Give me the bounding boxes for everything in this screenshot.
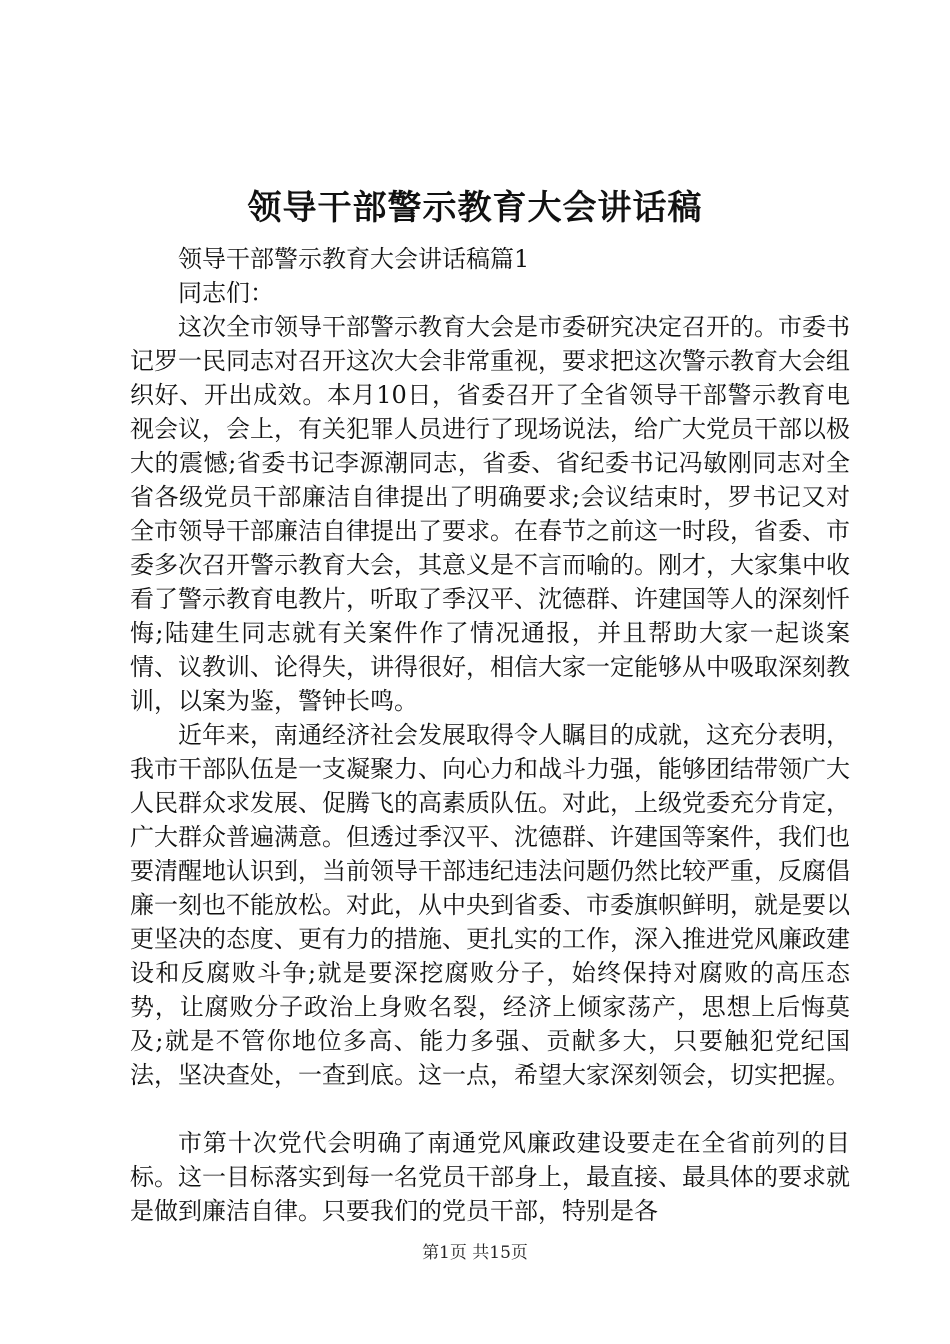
document-subtitle: 领导干部警示教育大会讲话稿篇1 [178,245,530,273]
paragraph-3: 市第十次党代会明确了南通党风廉政建设要走在全省前列的目标。这一目标落实到每一名党员干部身上，最直接、最具体的要求就是做到廉洁自律。只要我们的党员干部，特别是各 [130,1129,850,1225]
page-footer: 第1页 共15页 [422,1243,528,1263]
salutation: 同志们： [178,279,274,307]
paragraph-2: 近年来，南通经济社会发展取得令人瞩目的成就，这充分表明，我市干部队伍是一支凝聚力、向心力和战斗力强，能够团结带领广大人民群众求发展、促腾飞的高素质队伍。对此，上级党委充分肯定，广大群众普遍满意。但透过季汉平、沈德群、许建国等案件，我们也要清醒地认识到，当前领导干部违纪违法问题仍然比较严重，反腐倡廉一刻也不能放松。对此，从中央到省委、市委旗帜鲜明，就是要以更坚决的态度、更有力的措施、更扎实的工作，深入推进党风廉政建设和反腐败斗争;就是要深挖腐败分子，始终保持对腐败的高压态势，让腐败分子政治上身败名裂，经济上倾家荡产，思想上后悔莫及;就是不管你地位多高、能力多强、贡献多大，只要触犯党纪国法，坚决查处，一查到底。这一点，希望大家深刻领会，切实把握。 [130,721,850,1089]
document-title: 领导干部警示教育大会讲话稿 [247,188,703,228]
document-body [130,242,850,1228]
paragraph-1: 这次全市领导干部警示教育大会是市委研究决定召开的。市委书记罗一民同志对召开这次大会非常重视，要求把这次警示教育大会组织好、开出成效。本月10日，省委召开了全省领导干部警示教育电视会议，会上，有关犯罪人员进行了现场说法，给广大党员干部以极大的震憾;省委书记李源潮同志，省委、省纪委书记冯敏刚同志对全省各级党员干部廉洁自律提出了明确要求;会议结束时，罗书记又对全市领导干部廉洁自律提出了要求。在春节之前这一时段，省委、市委多次召开警示教育大会，其意义是不言而喻的。刚才，大家集中收看了警示教育电教片，听取了季汉平、沈德群、许建国等人的深刻忏悔;陆建生同志就有关案件作了情况通报，并且帮助大家一起谈案情、议教训、论得失，讲得很好，相信大家一定能够从中吸取深刻教训，以案为鉴，警钟长鸣。 [130,313,850,715]
